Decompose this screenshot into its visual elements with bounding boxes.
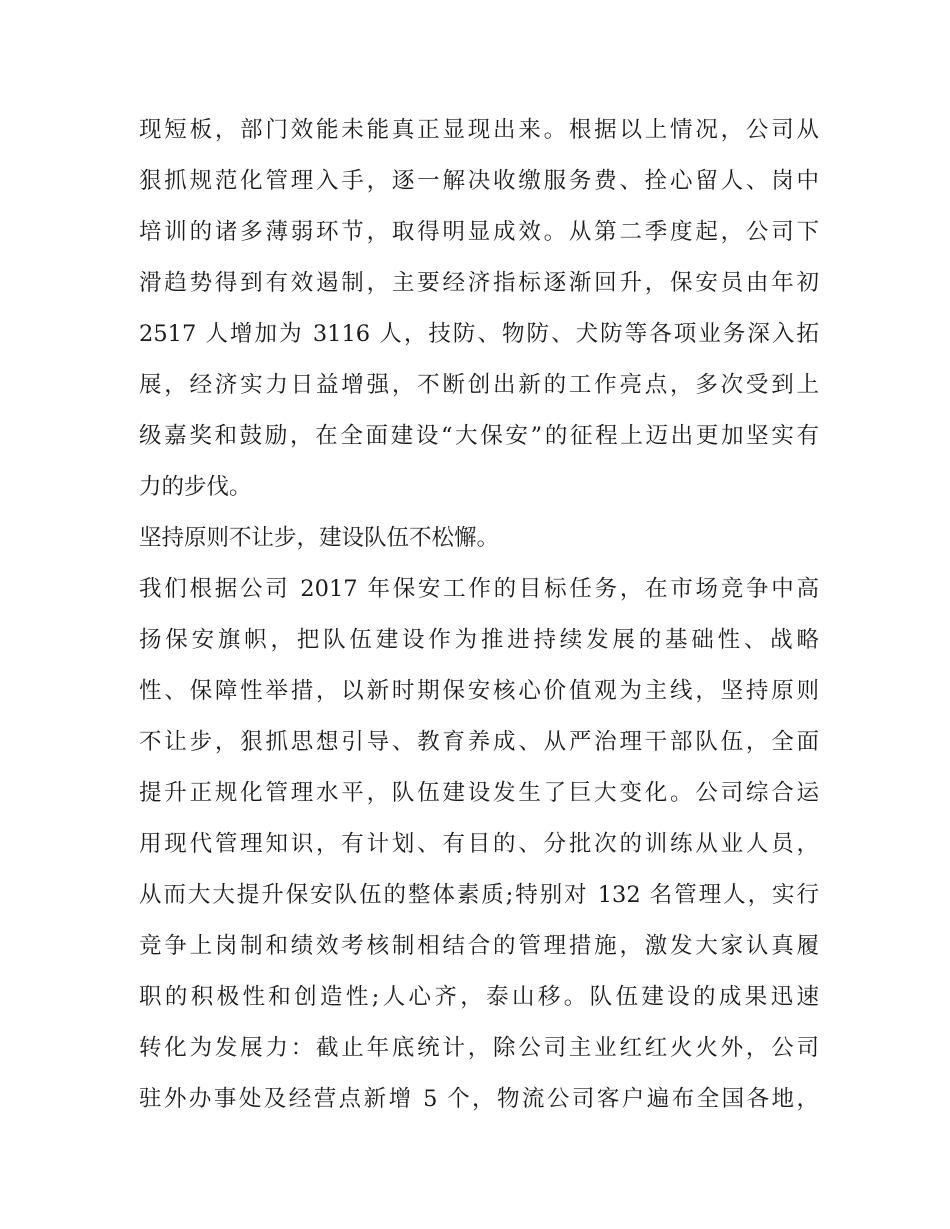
- text-line: 转化为发展力：截止年底统计，除公司主业红红火火外，公司: [139, 1035, 819, 1061]
- text-line: 不让步，狠抓思想引导、教育养成、从严治理干部队伍，全面: [139, 729, 819, 755]
- text-line: 竞争上岗制和绩效考核制相结合的管理措施，激发大家认真履: [139, 933, 819, 959]
- text-line: 职的积极性和创造性;人心齐，泰山移。队伍建设的成果迅速: [139, 984, 819, 1010]
- text-line: 2517 人增加为 3116 人，技防、物防、犬防等各项业务深入拓: [139, 321, 819, 347]
- text-line: 我们根据公司 2017 年保安工作的目标任务，在市场竞争中高: [139, 576, 819, 602]
- text-line: 扬保安旗帜，把队伍建设作为推进持续发展的基础性、战略: [139, 627, 819, 653]
- section-heading: 坚持原则不让步，建设队伍不松懈。: [139, 525, 500, 551]
- text-line: 培训的诸多薄弱环节，取得明显成效。从第二季度起，公司下: [139, 219, 819, 245]
- text-line: 性、保障性举措，以新时期保安核心价值观为主线，坚持原则: [139, 678, 819, 704]
- text-line: 驻外办事处及经营点新增 5 个，物流公司客户遍布全国各地，: [139, 1086, 819, 1112]
- text-line: 提升正规化管理水平，队伍建设发生了巨大变化。公司综合运: [139, 780, 819, 806]
- document-body: [139, 105, 819, 1125]
- text-line: 级嘉奖和鼓励，在全面建设“大保安”的征程上迈出更加坚实有: [139, 423, 819, 449]
- text-line: 力的步伐。: [139, 474, 252, 500]
- text-line: 展，经济实力日益增强，不断创出新的工作亮点，多次受到上: [139, 372, 819, 398]
- text-line: 滑趋势得到有效遏制，主要经济指标逐渐回升，保安员由年初: [139, 270, 819, 296]
- text-line: 从而大大提升保安队伍的整体素质;特别对 132 名管理人，实行: [139, 882, 819, 908]
- text-line: 现短板，部门效能未能真正显现出来。根据以上情况，公司从: [139, 117, 819, 143]
- text-line: 用现代管理知识，有计划、有目的、分批次的训练从业人员，: [139, 831, 819, 857]
- text-line: 狠抓规范化管理入手，逐一解决收缴服务费、拴心留人、岗中: [139, 168, 819, 194]
